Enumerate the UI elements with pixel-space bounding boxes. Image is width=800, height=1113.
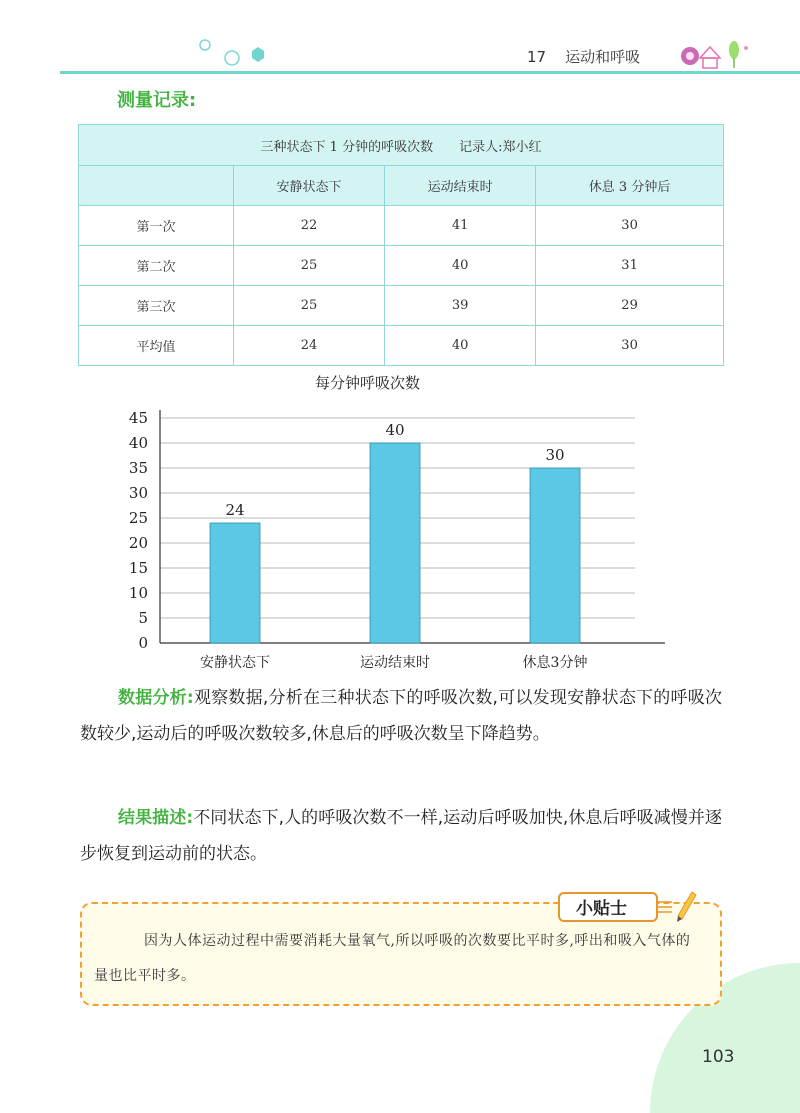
row-label: 第二次 <box>79 246 234 286</box>
row-label: 平均值 <box>79 326 234 366</box>
bar-data-label: 40 <box>385 421 405 439</box>
bar-data-label: 30 <box>545 446 565 464</box>
table-header-row <box>79 166 724 206</box>
bar <box>530 468 580 643</box>
section-title: 测量记录: <box>117 90 197 111</box>
y-tick-label: 10 <box>128 584 148 602</box>
bar <box>210 523 260 643</box>
table-cell: 30 <box>536 326 724 366</box>
bar-data-label: 24 <box>225 501 245 519</box>
y-tick-label: 35 <box>128 459 148 477</box>
table-row <box>79 206 724 246</box>
result-text: 不同状态下,人的呼吸次数不一样,运动后呼吸加快,休息后呼吸减慢并逐步恢复到运动前的状态。 <box>80 808 722 864</box>
tip-label: 小贴士 <box>558 892 658 922</box>
pencil-icon <box>650 886 700 926</box>
result-lead: 结果描述: <box>118 808 194 828</box>
table-row <box>79 286 724 326</box>
analysis-text: 观察数据,分析在三种状态下的呼吸次数,可以发现安静状态下的呼吸次数较少,运动后的呼吸次数较多,休息后的呼吸次数呈下降趋势。 <box>80 688 722 744</box>
tip-text: 因为人体运动过程中需要消耗大量氧气,所以呼吸的次数要比平时多,呼出和吸入气体的量也比平时多。 <box>94 933 691 984</box>
y-tick-label: 30 <box>128 484 148 502</box>
y-tick-label: 40 <box>128 434 148 452</box>
y-tick-label: 45 <box>128 409 148 427</box>
y-tick-label: 0 <box>138 634 148 652</box>
y-tick-label: 20 <box>128 534 148 552</box>
breathing-record-table <box>78 124 724 366</box>
x-tick-label: 休息3分钟 <box>522 655 588 671</box>
y-tick-label: 15 <box>128 559 148 577</box>
analysis-lead: 数据分析: <box>118 688 194 708</box>
flower-house-icon <box>0 0 800 80</box>
table-caption: 三种状态下 1 分钟的呼吸次数 记录人:郑小红 <box>79 125 724 166</box>
table-row <box>79 326 724 366</box>
table-header-cell: 休息 3 分钟后 <box>536 166 724 206</box>
bar <box>370 443 420 643</box>
table-cell: 22 <box>234 206 385 246</box>
table-row <box>79 246 724 286</box>
x-tick-label: 运动结束时 <box>360 655 430 671</box>
breathing-bar-chart <box>100 362 680 677</box>
table-cell: 31 <box>536 246 724 286</box>
page-number: 103 <box>702 1047 735 1067</box>
row-label: 第一次 <box>79 206 234 246</box>
table-cell: 25 <box>234 286 385 326</box>
table-cell: 29 <box>536 286 724 326</box>
y-tick-label: 5 <box>138 609 148 627</box>
table-cell: 25 <box>234 246 385 286</box>
x-tick-label: 安静状态下 <box>200 655 270 671</box>
table-cell: 39 <box>385 286 536 326</box>
lesson-title: 运动和呼吸 <box>565 48 641 66</box>
lesson-number: 17 <box>527 48 547 66</box>
table-cell: 41 <box>385 206 536 246</box>
table-cell: 30 <box>536 206 724 246</box>
table-header-cell: 运动结束时 <box>385 166 536 206</box>
table-header-cell: 安静状态下 <box>234 166 385 206</box>
analysis-paragraph <box>80 680 722 752</box>
result-paragraph <box>80 800 722 872</box>
row-label: 第三次 <box>79 286 234 326</box>
y-tick-label: 25 <box>128 509 148 527</box>
table-header-cell <box>79 166 234 206</box>
chart-title: 每分钟呼吸次数 <box>314 374 421 392</box>
table-cell: 40 <box>385 326 536 366</box>
table-cell: 40 <box>385 246 536 286</box>
table-cell: 24 <box>234 326 385 366</box>
